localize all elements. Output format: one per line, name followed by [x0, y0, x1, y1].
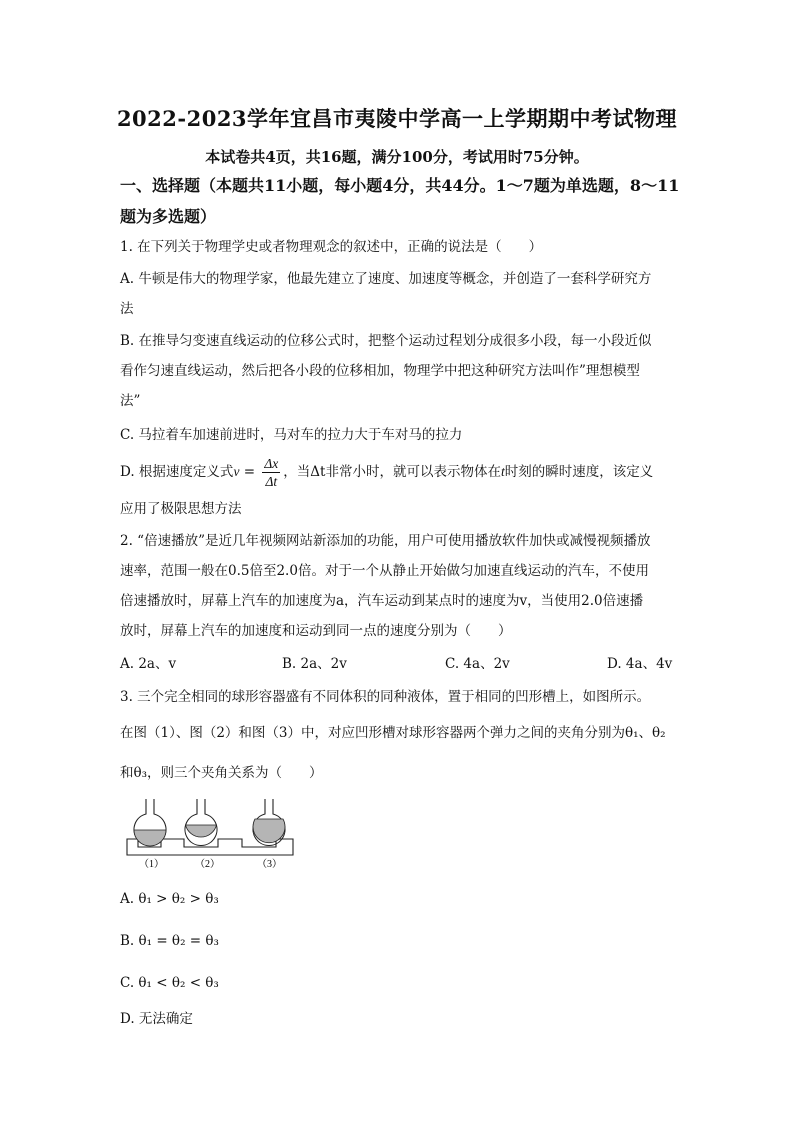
- q2-line3: 倍速播放时，屏幕上汽车的加速度为a，汽车运动到某点时的速度为v，当使用2.0倍速播: [120, 593, 644, 609]
- q3-line2: 在图（1）、图（2）和图（3）中，对应凹形槽对球形容器两个弹力之间的夹角分别为θ₁、θ₂: [120, 725, 666, 741]
- q1-option-b-line1: B. 在推导匀变速直线运动的位移公式时，把整个运动过程划分成很多小段，每一小段近似: [120, 333, 652, 349]
- fraction-denominator: Δt: [265, 474, 278, 489]
- q3-option-a: A. θ₁ > θ₂ > θ₃: [120, 891, 219, 907]
- q1-stem: 1. 在下列关于物理学史或者物理观念的叙述中，正确的说法是（ ）: [120, 239, 543, 255]
- q1-option-c: C. 马拉着车加速前进时，马对车的拉力大于车对马的拉力: [120, 427, 463, 443]
- q3-line1: 3. 三个完全相同的球形容器盛有不同体积的同种液体，置于相同的凹形槽上，如图所示。: [120, 689, 651, 705]
- q2-option-a: A. 2a、v: [120, 656, 177, 672]
- q1-option-a-line1: A. 牛顿是伟大的物理学家，他最先建立了速度、加速度等概念，并创造了一套科学研究方: [120, 271, 652, 287]
- q2-option-b: B. 2a、2v: [282, 656, 347, 672]
- q1-d-middle: ，当Δt非常小时，就可以表示物体在: [283, 464, 501, 480]
- q2-line2: 速率，范围一般在0.5倍至2.0倍。对于一个从静止开始做匀加速直线运动的汽车，不使用: [120, 563, 649, 579]
- q3-option-c: C. θ₁ < θ₂ < θ₃: [120, 975, 219, 991]
- container-3: [253, 799, 285, 845]
- q2-line1: 2. “倍速播放”是近几年视频网站新添加的功能，用户可使用播放软件加快或减慢视频播放: [120, 533, 651, 549]
- figure-label-2: （2）: [195, 859, 220, 870]
- velocity-definition-fraction: [262, 455, 280, 490]
- section-heading-line2: 题为多选题）: [120, 207, 217, 226]
- q1-option-b-line3: 法”: [120, 393, 141, 409]
- q1-option-d-line2: 应用了极限思想方法: [120, 501, 242, 517]
- q1-d-t: t: [500, 464, 505, 479]
- spherical-containers-figure: [125, 797, 295, 873]
- section-heading-line1: 一、选择题（本题共11小题，每小题4分，共44分。1～7题为单选题，8～11: [120, 176, 680, 195]
- fraction-numerator: Δx: [264, 456, 279, 471]
- q1-d-var: v: [233, 464, 240, 479]
- q1-option-d-line1: D. 根据速度定义式v = $\frac{\Delta x}{\Delta t}$ ，当Δt非常小时，就可以表示物体在t时刻的瞬时速度，该定义: [120, 456, 654, 489]
- q2-line4: 放时，屏幕上汽车的加速度和运动到同一点的速度分别为（ ）: [120, 623, 512, 639]
- q1-option-b-line2: 看作匀速直线运动，然后把各小段的位移相加，物理学中把这种研究方法叫作”理想模型: [120, 363, 640, 379]
- container-1: [134, 799, 166, 846]
- q1-d-prefix: D. 根据速度定义式: [120, 464, 234, 480]
- q1-d-suffix: 时刻的瞬时速度，该定义: [504, 464, 654, 480]
- figure-label-3: （3）: [257, 859, 282, 870]
- container-2: [185, 799, 217, 845]
- exam-info: 本试卷共4页，共16题，满分100分，考试用时75分钟。: [205, 148, 589, 166]
- page-title: 2022-2023学年宜昌市夷陵中学高一上学期期中考试物理: [116, 106, 678, 131]
- q1-option-a-line2: 法: [120, 301, 134, 317]
- figure-label-1: （1）: [139, 859, 164, 870]
- q2-option-d: D. 4a、4v: [607, 656, 673, 672]
- q3-option-d: D. 无法确定: [120, 1011, 193, 1027]
- q3-option-b: B. θ₁ = θ₂ = θ₃: [120, 933, 219, 949]
- q2-option-c: C. 4a、2v: [445, 656, 510, 672]
- q3-line3: 和θ₃，则三个夹角关系为（ ）: [120, 765, 323, 781]
